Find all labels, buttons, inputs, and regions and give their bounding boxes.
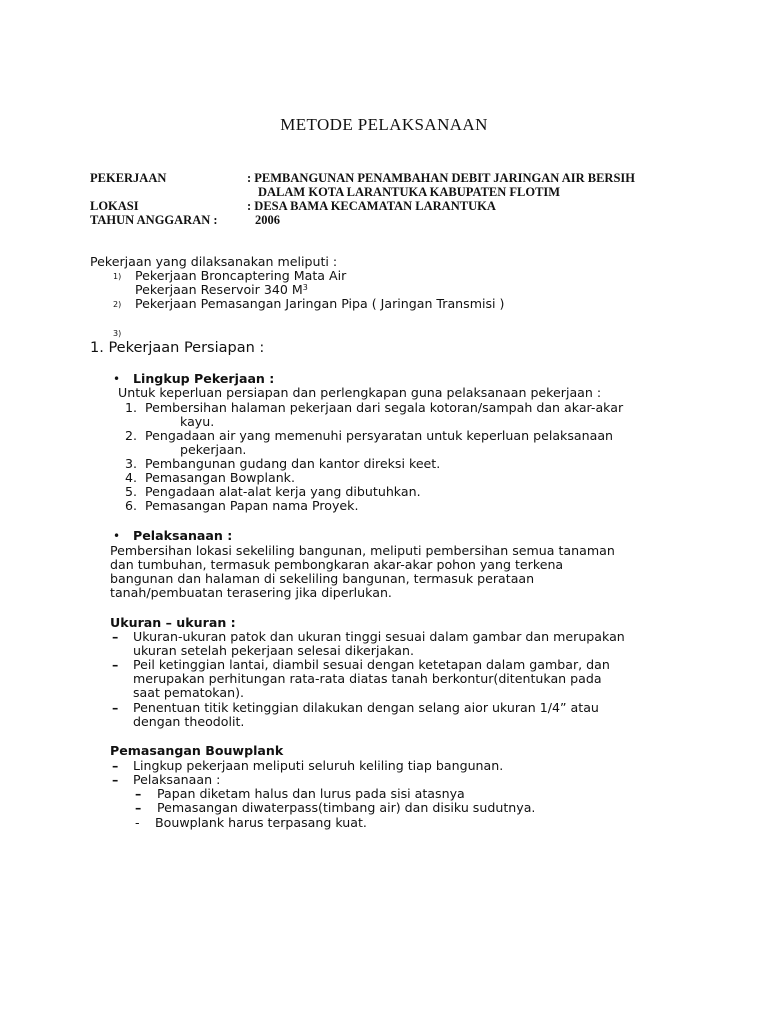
paragraph-line: tanah/pembuatan terasering jika diperlukan. (110, 585, 392, 600)
list-item: Pembangunan gudang dan kantor direksi keet. (145, 456, 441, 471)
list-num: 1. (125, 400, 138, 415)
intro-item: Pekerjaan Broncaptering Mata Air (135, 268, 347, 283)
list-num: 5. (125, 484, 138, 499)
lingkup-heading: Lingkup Pekerjaan : (133, 371, 275, 386)
paragraph-line: Pembersihan lokasi sekeliling bangunan, meliputi pembersihan semua tanaman (110, 543, 615, 558)
dash-icon: – (112, 758, 119, 773)
superscript: 3 (302, 283, 308, 292)
intro-text: Pekerjaan yang dilaksanakan meliputi : (90, 254, 338, 269)
bouwplank-heading: Pemasangan Bouwplank (110, 743, 284, 758)
ukuran-heading: Ukuran – ukuran : (110, 615, 236, 630)
intro-item-num: 3) (113, 328, 122, 338)
list-item: Pelaksanaan : (133, 772, 221, 787)
bullet-icon: • (113, 372, 121, 386)
dash-icon: – (135, 786, 142, 801)
list-item-cont: pekerjaan. (180, 442, 247, 457)
pekerjaan-value-cont: DALAM KOTA LARANTUKA KABUPATEN FLOTIM (258, 185, 561, 199)
list-item: Lingkup pekerjaan meliputi seluruh keliling tiap bangunan. (133, 758, 504, 773)
list-item: Peil ketinggian lantai, diambil sesuai dengan ketetapan dalam gambar, dan (133, 657, 610, 672)
list-item: Pemasangan Papan nama Proyek. (145, 498, 359, 513)
sub-item: Pemasangan diwaterpass(timbang air) dan disiku sudutnya. (157, 800, 536, 815)
lingkup-intro: Untuk keperluan persiapan dan perlengkapan guna pelaksanaan pekerjaan : (118, 385, 602, 400)
list-item-cont: ukuran setelah pekerjaan selesai dikerjakan. (133, 643, 414, 658)
list-num: 2. (125, 428, 138, 443)
tahun-label: TAHUN ANGGARAN : (90, 213, 218, 227)
list-item-cont: saat pematokan). (133, 685, 244, 700)
paragraph-line: bangunan dan halaman di sekeliling bangunan, termasuk perataan (110, 571, 535, 586)
paragraph-line: dan tumbuhan, termasuk pembongkaran akar-akar pohon yang terkena (110, 557, 564, 572)
pekerjaan-label: PEKERJAAN (90, 171, 167, 185)
intro-item-num: 2) (113, 300, 122, 310)
list-item: Pemasangan Bowplank. (145, 470, 295, 485)
sub-item: Bouwplank harus terpasang kuat. (155, 815, 367, 830)
bullet-icon: • (113, 529, 121, 543)
dash-icon: – (112, 657, 119, 672)
dash-icon: – (112, 772, 119, 787)
intro-item-num: 1) (113, 272, 122, 281)
intro-item-text: Pekerjaan Reservoir 340 M (135, 282, 303, 297)
pelaksanaan-heading: Pelaksanaan : (133, 528, 233, 543)
document-title: METODE PELAKSANAAN (280, 115, 488, 134)
list-item-cont: kayu. (180, 414, 215, 429)
list-item: Pengadaan air yang memenuhi persyaratan untuk keperluan pelaksanaan (145, 428, 614, 443)
list-item: Pembersihan halaman pekerjaan dari segala kotoran/sampah dan akar-akar (145, 400, 624, 415)
pekerjaan-value: : PEMBANGUNAN PENAMBAHAN DEBIT JARINGAN AIR BERSIH (247, 171, 635, 185)
list-num: 4. (125, 470, 138, 485)
lokasi-label: LOKASI (90, 199, 139, 213)
list-item-cont: merupakan perhitungan rata-rata diatas tanah berkontur(ditentukan pada (133, 671, 602, 686)
dash-icon: – (112, 629, 119, 644)
dash-icon: - (135, 815, 140, 830)
list-item: Ukuran-ukuran patok dan ukuran tinggi sesuai dalam gambar dan merupakan (133, 629, 625, 644)
lokasi-value: : DESA BAMA KECAMATAN LARANTUKA (247, 199, 496, 213)
list-item-cont: dengan theodolit. (133, 714, 245, 729)
tahun-value: 2006 (255, 213, 280, 227)
list-item: Pengadaan alat-alat kerja yang dibutuhkan. (145, 484, 421, 499)
dash-icon: – (112, 700, 119, 715)
sub-item: Papan diketam halus dan lurus pada sisi atasnya (157, 786, 465, 801)
list-num: 3. (125, 456, 138, 471)
list-item: Penentuan titik ketinggian dilakukan dengan selang aior ukuran 1/4” atau (133, 700, 599, 715)
section-heading: 1. Pekerjaan Persiapan : (90, 340, 265, 356)
list-num: 6. (125, 498, 138, 513)
intro-item: Pekerjaan Pemasangan Jaringan Pipa ( Jaringan Transmisi ) (135, 296, 505, 311)
dash-icon: – (135, 800, 142, 815)
